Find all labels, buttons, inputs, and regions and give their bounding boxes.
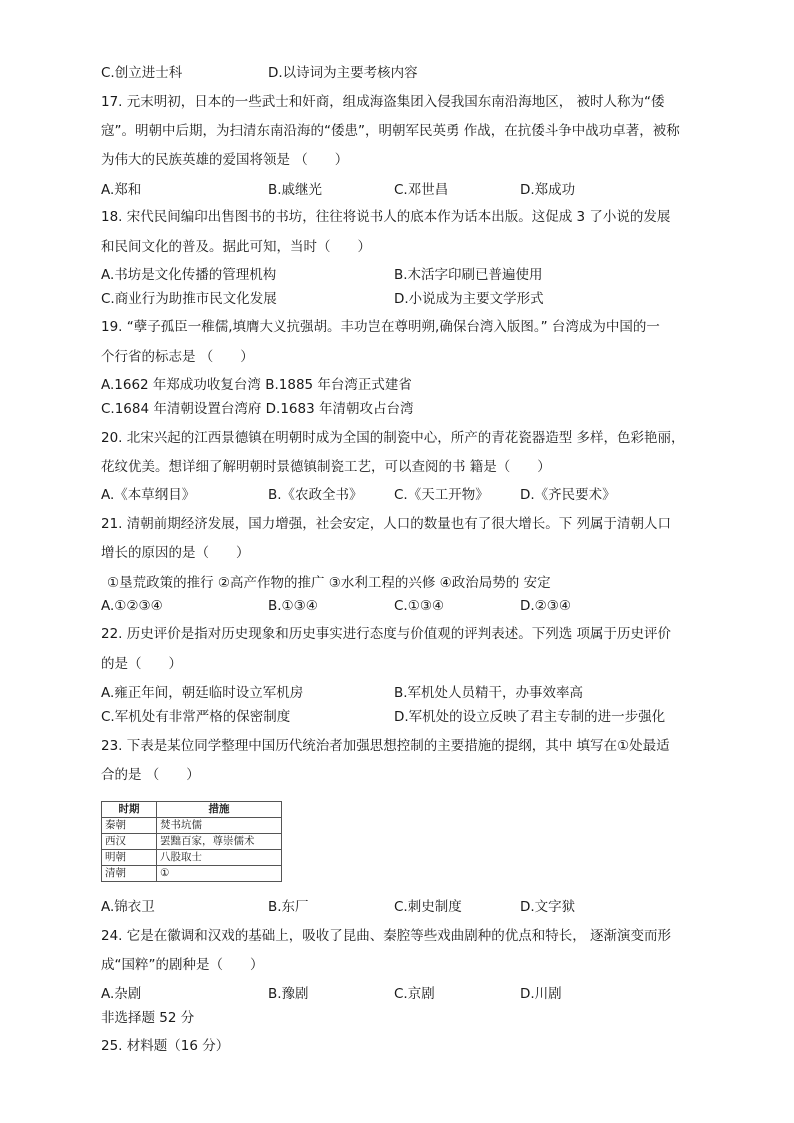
q21-stem-line2: 增长的原因的是（ ） xyxy=(101,545,250,561)
table-row xyxy=(102,866,282,882)
measures-table xyxy=(101,801,282,882)
q21-option-c: C.①③④ xyxy=(394,598,445,614)
q20-stem-line2: 花纹优美。想详细了解明朝时景德镇制瓷工艺，可以查阅的书 籍是（ ） xyxy=(101,459,551,475)
q21-option-a: A.①②③④ xyxy=(101,598,163,614)
table-cell: 八股取士 xyxy=(157,850,282,866)
q25-heading: 25. 材料题（16 分） xyxy=(101,1038,230,1054)
table-cell: 焚书坑儒 xyxy=(157,818,282,834)
table-cell: 明朝 xyxy=(102,850,157,866)
q22-option-a: A.雍正年间，朝廷临时设立军机房 xyxy=(101,685,304,701)
q23-stem-line2: 合的是 （ ） xyxy=(101,767,200,783)
q19-options-cd: C.1684 年清朝设置台湾府 D.1683 年清朝攻占台湾 xyxy=(101,401,414,417)
q22-stem-line1: 22. 历史评价是指对历史现象和历史事实进行态度与价值观的评判表述。下列选 项属于历史评价 xyxy=(101,626,672,642)
q21-stem-line1: 21. 清朝前期经济发展，国力增强，社会安定，人口的数量也有了很大增长。下 列属于清朝人口 xyxy=(101,516,672,532)
q24-stem-line1: 24. 它是在徽调和汉戏的基础上，吸收了昆曲、秦腔等些戏曲剧种的优点和特长， 逐渐演变而形 xyxy=(101,928,672,944)
q17-stem-line2: 寇”。明朝中后期，为扫清东南沿海的“倭患”，明朝军民英勇 作战，在抗倭斗争中战功卓著，被称 xyxy=(101,123,680,139)
section-heading: 非选择题 52 分 xyxy=(101,1010,195,1026)
q18-option-a: A.书坊是文化传播的管理机构 xyxy=(101,267,277,283)
q17-option-b: B.戚继光 xyxy=(268,182,323,198)
q20-option-b: B.《农政全书》 xyxy=(268,487,363,503)
q20-option-c: C.《天工开物》 xyxy=(394,487,489,503)
q23-option-d: D.文字狱 xyxy=(520,899,576,915)
q22-option-b: B.军机处人员精干，办事效率高 xyxy=(394,685,584,701)
q24-option-b: B.豫剧 xyxy=(268,986,309,1002)
q18-stem-line1: 18. 宋代民间编印出售图书的书坊，往往将说书人的底本作为话本出版。这促成 3 了小说的发展 xyxy=(101,209,671,225)
table-row xyxy=(102,834,282,850)
q17-stem-line3: 为伟大的民族英雄的爱国将领是 （ ） xyxy=(101,152,349,168)
table-header: 措施 xyxy=(157,802,282,818)
table-header: 时期 xyxy=(102,802,157,818)
q24-stem-line2: 成“国粹”的剧种是（ ） xyxy=(101,957,264,973)
q18-stem-line2: 和民间文化的普及。据此可知，当时（ ） xyxy=(101,239,371,255)
q17-option-a: A.郑和 xyxy=(101,182,142,198)
table-cell: 秦朝 xyxy=(102,818,157,834)
table-cell: 西汉 xyxy=(102,834,157,850)
q23-option-a: A.锦衣卫 xyxy=(101,899,155,915)
q18-option-b: B.木活字印刷已普遍使用 xyxy=(394,267,543,283)
q22-option-d: D.军机处的设立反映了君主专制的进一步强化 xyxy=(394,709,666,725)
q19-stem-line1: 19. “孽子孤臣一稚儒,填膺大义抗强胡。丰功岂在尊明朔,确保台湾入版图。” 台湾成为中国的一 xyxy=(101,319,660,335)
q20-option-a: A.《本草纲目》 xyxy=(101,487,196,503)
q24-option-c: C.京剧 xyxy=(394,986,435,1002)
q24-option-a: A.杂剧 xyxy=(101,986,142,1002)
table-row xyxy=(102,850,282,866)
q21-option-b: B.①③④ xyxy=(268,598,318,614)
q16-option-d: D.以诗词为主要考核内容 xyxy=(268,65,418,81)
q22-stem-line2: 的是（ ） xyxy=(101,656,182,672)
q19-stem-line2: 个行省的标志是 （ ） xyxy=(101,349,254,365)
q17-option-d: D.郑成功 xyxy=(520,182,576,198)
table-cell: ① xyxy=(157,866,282,882)
q17-stem-line1: 17. 元末明初，日本的一些武士和奸商，组成海盗集团入侵我国东南沿海地区， 被时人称为“倭 xyxy=(101,94,665,110)
q23-stem-line1: 23. 下表是某位同学整理中国历代统治者加强思想控制的主要措施的提纲，其中 填写在①处最适 xyxy=(101,738,670,754)
q20-option-d: D.《齐民要术》 xyxy=(520,487,616,503)
q21-option-d: D.②③④ xyxy=(520,598,571,614)
q23-option-c: C.刺史制度 xyxy=(394,899,462,915)
q21-statements: ①垦荒政策的推行 ②高产作物的推广 ③水利工程的兴修 ④政治局势的 安定 xyxy=(107,575,551,591)
q19-options-ab: A.1662 年郑成功收复台湾 B.1885 年台湾正式建省 xyxy=(101,377,412,393)
table-header-row xyxy=(102,802,282,818)
table-cell: 清朝 xyxy=(102,866,157,882)
q20-stem-line1: 20. 北宋兴起的江西景德镇在明朝时成为全国的制瓷中心，所产的青花瓷器造型 多样，色彩艳丽， xyxy=(101,430,685,446)
q23-option-b: B.东厂 xyxy=(268,899,309,915)
q17-option-c: C.邓世昌 xyxy=(394,182,449,198)
table-row xyxy=(102,818,282,834)
q16-option-c: C.创立进士科 xyxy=(101,65,183,81)
q18-option-c: C.商业行为助推市民文化发展 xyxy=(101,291,277,307)
q18-option-d: D.小说成为主要文学形式 xyxy=(394,291,544,307)
q22-option-c: C.军机处有非常严格的保密制度 xyxy=(101,709,291,725)
q24-option-d: D.川剧 xyxy=(520,986,562,1002)
table-cell: 罢黜百家，尊崇儒术 xyxy=(157,834,282,850)
